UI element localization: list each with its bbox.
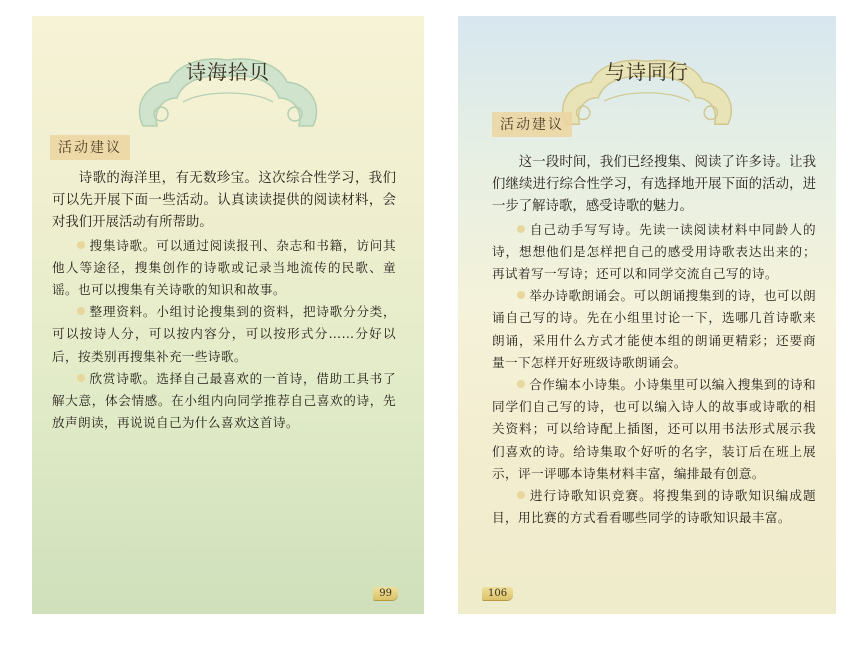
bullet-icon — [517, 491, 525, 499]
activity-item — [52, 301, 396, 368]
activity-text: 自己动手写写诗。先读一读阅读材料中同龄人的诗，想想他们是怎样把自己的感受用诗歌表达出来的；再试着写一写诗；还可以和同学交流自己写的诗。 — [492, 221, 816, 282]
activity-item — [492, 374, 816, 485]
left-body — [52, 168, 396, 434]
activity-item — [492, 285, 816, 374]
bullet-icon — [77, 241, 85, 249]
bullet-icon — [77, 374, 85, 382]
left-page — [32, 16, 424, 614]
bullet-icon — [517, 380, 525, 388]
activity-text: 进行诗歌知识竞赛。将搜集到的诗歌知识编成题目，用比赛的方式看看哪些同学的诗歌知识最丰富。 — [492, 488, 816, 526]
intro-paragraph: 诗歌的海洋里，有无数珍宝。这次综合性学习，我们可以先开展下面一些活动。认真读读提供的阅读材料，会对我们开展活动有所帮助。 — [52, 171, 396, 231]
page-title: 与诗同行 — [605, 60, 689, 84]
bullet-icon — [77, 307, 85, 315]
activity-text: 整理资料。小组讨论搜集到的资料，把诗歌分分类，可以按诗人分，可以按内容分，可以按形式分……分好以后，按类别再搜集补充一些诗歌。 — [52, 304, 396, 364]
activity-text: 搜集诗歌。可以通过阅读报刊、杂志和书籍，访问其他人等途径，搜集创作的诗歌或记录当地流传的民歌、童谣。也可以搜集有关诗歌的知识和故事。 — [52, 237, 396, 298]
page-title: 诗海拾贝 — [186, 60, 270, 84]
bullet-icon — [517, 291, 525, 299]
activity-text: 欣赏诗歌。选择自己最喜欢的一首诗，借助工具书了解大意，体会情感。在小组内向同学推荐自己喜欢的诗，先放声朗读，再说说自己为什么喜欢这首诗。 — [52, 370, 396, 431]
activity-item — [52, 368, 396, 435]
section-tag: 活动建议 — [492, 112, 572, 137]
activity-item — [492, 219, 816, 286]
intro-paragraph: 这一段时间，我们已经搜集、阅读了许多诗。让我们继续进行综合性学习，有选择地开展下面的活动，进一步了解诗歌，感受诗歌的魅力。 — [492, 155, 816, 215]
bullet-icon — [517, 225, 525, 233]
right-body — [492, 152, 816, 529]
page-number: 99 — [373, 587, 398, 600]
activity-item — [492, 485, 816, 529]
activity-text: 举办诗歌朗诵会。可以朗诵搜集到的诗，也可以朗诵自己写的诗。先在小组里讨论一下，选哪几首诗歌来朗诵，采用什么方式才能使本组的朗诵更精彩；还要商量一下怎样开好班级诗歌朗诵会。 — [492, 288, 816, 370]
section-tag: 活动建议 — [50, 135, 130, 160]
activity-item — [52, 235, 396, 302]
right-page — [458, 16, 836, 614]
activity-text: 合作编本小诗集。小诗集里可以编入搜集到的诗和同学们自己写的诗，也可以编入诗人的故事或诗歌的相关资料；可以给诗配上插图，还可以用书法形式展示我们喜欢的诗。给诗集取个好听的名字，装订后在班上展示，评一评哪本诗集材料丰富，编排最有创意。 — [492, 377, 816, 481]
page-number: 106 — [482, 587, 513, 600]
